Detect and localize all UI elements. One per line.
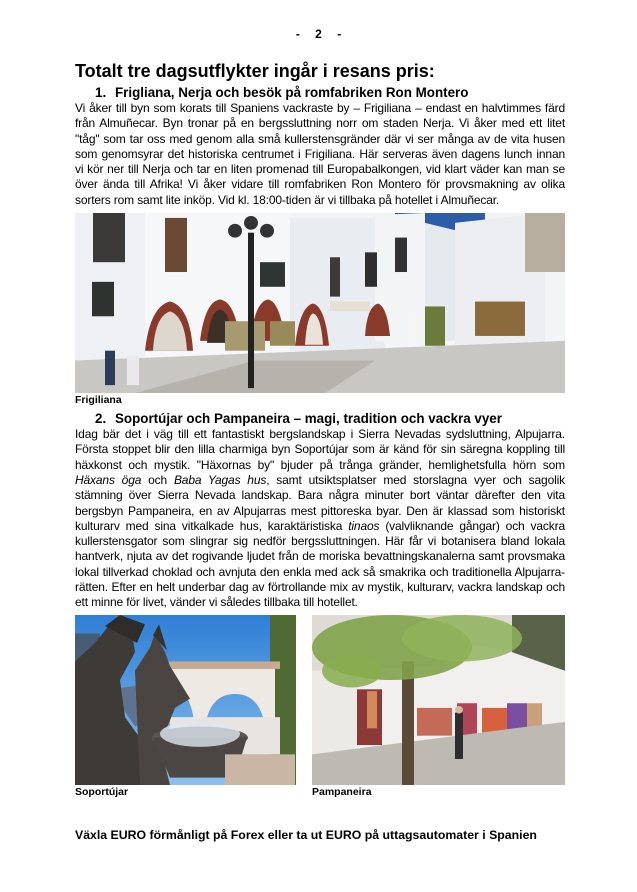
excursion-title: Frigliana, Nerja och besök på romfabriken Ron Montero [115,85,469,100]
photo-row [75,615,565,799]
photo-caption: Frigiliana [75,394,122,407]
page-title: Totalt tre dagsutflykter ingår i resans pris: [75,61,435,81]
photo-block-soportujar [75,615,296,799]
text-line: från Almuñecar. Byn tronar på en bergssluttning norr om staden Nerja. Vi åker med ett litet [75,116,565,131]
photo-caption: Soportújar [75,785,129,798]
excursion-1-heading [75,85,565,101]
photo-soportujar [75,615,296,785]
footer-note: Växla EURO förmånligt på Forex eller ta ut EURO på uttagsautomater i Spanien [75,828,537,842]
text-italic: tinaos [348,518,380,533]
text-run: Idag bär det i väg till ett fantastiskt bergslandskap i Sierra Nevadas sydsluttning, Alpujarra. Första stoppet blir den lilla charmiga byn Soportújar som är känd för sin säregna koppling till häxkonst och mystik. "Häxornas by" bjuder på trånga gränder, hemlighetsfulla hörn som [75,427,565,472]
excursion-number: 2. [95,411,107,427]
page-number-dash: - [337,27,342,41]
excursion-2-heading [75,411,565,427]
page-number-value: 2 [315,27,322,41]
excursion-1-text [75,101,565,208]
text-run: (valvliknande gångar) och vackra kullerstensgator som slingrar sig nedför bergssluttningen. Här får vi botanisera bland lokala hantverk, njuta av det rogivande ljudet från de moriska bevattningskanalerna samt provsmaka lokal tillverkad choklad och avnjuta den enkla med ack så smakrika och traditionella Alpujarra-rätten. Efter en helt underbar dag av förtrollande mix av mystik, kulturarv, vackra landskap och ett minne för livet, vänder vi således tillbaka till hotellet. [75,518,565,610]
photo-block-pampaneira [312,615,565,799]
page-number-dash: - [295,27,300,41]
photo-frigiliana [75,213,565,393]
text-line: Vi åker till byn som korats till Spaniens vackraste by – Frigiliana – endast en halvtimmes färd [75,101,565,115]
text-line: vi kör ner till Nerja och tar en liten promenad till Europabalkongen, vid klart väder kan man se [75,162,565,177]
excursion-number: 1. [95,85,107,100]
photo-pampaneira [312,615,565,785]
page-content [75,0,565,799]
text-italic: Häxans öga [75,472,142,487]
text-line: som genomsyrar det historiska centrumet i Frigiliana. Här serveras även dagens lunch innan [75,146,565,161]
text-italic: Baba Yagas hus [173,472,267,487]
text-line: "tåg" som tar oss med genom alla små kullerstensgränder där vi ser många av de vita husen [75,131,565,146]
photo-caption: Pampaneira [312,785,372,798]
text-run: , samt utsiktsplatser med storslagna vyer och sagolik stämning över Sierra Nevada landskap. Bara några minuter bort väntar därefter den vita bergsbyn Pampaneira, en av Alpujarras mest pittoreska byar. Den är klassad som historiskt kulturarv med sina vitkalkade hus, karaktäristiska [75,472,565,533]
text-line: sorters rom samt lite inköp. Vid kl. 18:00-tiden är vi tillbaka på hotellet i Almuñecar. [75,192,500,207]
text-line: över ända till Afrika! Vi åker vidare till romfabriken Ron Montero för provsmakning av olika [75,177,565,192]
excursion-2-text [75,427,565,611]
excursion-title: Soportújar och Pampaneira – magi, tradition och vackra vyer [115,411,502,427]
text-run: och [141,472,174,487]
